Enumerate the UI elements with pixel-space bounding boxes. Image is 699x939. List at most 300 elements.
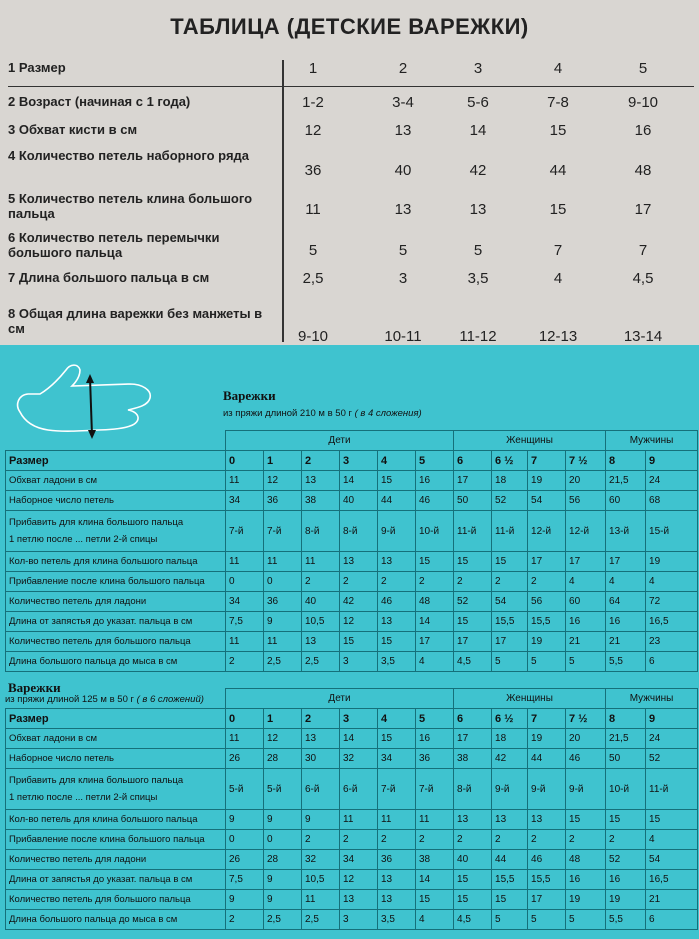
table2-size-cell: 9 bbox=[646, 709, 698, 729]
table-row bbox=[6, 769, 698, 810]
table-cell: 26 bbox=[226, 749, 264, 769]
table1-row-label bbox=[6, 471, 226, 491]
top-table-cell: 3 bbox=[398, 270, 408, 287]
table1 bbox=[5, 430, 698, 672]
top-table-row-label: 4 Количество петель наборного ряда bbox=[8, 148, 250, 163]
top-table-cell: 13-14 bbox=[623, 328, 663, 345]
table-cell: 11-й bbox=[646, 769, 698, 810]
table1-size-cell: 7 bbox=[528, 451, 566, 471]
table-cell: 11 bbox=[302, 552, 340, 572]
table-cell: 64 bbox=[606, 592, 646, 612]
table-cell: 13 bbox=[340, 890, 378, 910]
table-row bbox=[6, 471, 698, 491]
top-table-row-label: 8 Общая длина варежки без манжеты в см bbox=[8, 306, 263, 336]
table2-subtitle-text: из пряжи длиной 125 м в 50 г bbox=[5, 694, 134, 705]
top-table-cell: 42 bbox=[469, 162, 487, 179]
table-cell: 2 bbox=[378, 572, 416, 592]
table-cell: 48 bbox=[566, 850, 606, 870]
table-cell: 19 bbox=[566, 890, 606, 910]
table-cell: 40 bbox=[340, 491, 378, 511]
table-cell: 15 bbox=[378, 632, 416, 652]
table-cell: 38 bbox=[302, 491, 340, 511]
table-cell: 46 bbox=[416, 491, 454, 511]
table-cell: 21,5 bbox=[606, 729, 646, 749]
table-cell: 18 bbox=[492, 729, 528, 749]
table-cell: 56 bbox=[528, 592, 566, 612]
table-cell: 54 bbox=[528, 491, 566, 511]
table1-group-blank bbox=[6, 431, 226, 451]
table1-size-cell: 3 bbox=[340, 451, 378, 471]
table-row bbox=[6, 511, 698, 552]
table-cell: 2 bbox=[528, 572, 566, 592]
table2 bbox=[5, 688, 698, 930]
table-cell: 5 bbox=[566, 910, 606, 930]
table-row bbox=[6, 810, 698, 830]
table-cell: 2,5 bbox=[302, 910, 340, 930]
table2-row-label-text: Прибавление после клина большого пальца bbox=[9, 834, 205, 845]
table-cell: 11-й bbox=[492, 511, 528, 552]
table-cell: 17 bbox=[606, 552, 646, 572]
table-cell: 11 bbox=[378, 810, 416, 830]
table-row bbox=[6, 729, 698, 749]
table-cell: 5,5 bbox=[606, 910, 646, 930]
table-cell: 13 bbox=[378, 552, 416, 572]
table2-row-label bbox=[6, 870, 226, 890]
table-cell: 6-й bbox=[340, 769, 378, 810]
table-cell: 34 bbox=[226, 491, 264, 511]
table2-row-label-text: Длина от запястья до указат. пальца в см bbox=[9, 874, 193, 885]
table-cell: 9 bbox=[264, 810, 302, 830]
table2-group-row bbox=[6, 689, 698, 709]
table-cell: 36 bbox=[416, 749, 454, 769]
table-cell: 17 bbox=[528, 552, 566, 572]
table1-size-cell: 1 bbox=[264, 451, 302, 471]
table2-row-label-text: Количество петель для большого пальца bbox=[9, 894, 191, 905]
table1-row-label-text: Количество петель для большого пальца bbox=[9, 636, 191, 647]
table-cell: 9 bbox=[264, 890, 302, 910]
table-cell: 52 bbox=[606, 850, 646, 870]
table-cell: 11 bbox=[264, 632, 302, 652]
table-cell: 17 bbox=[566, 552, 606, 572]
table1-row-label bbox=[6, 632, 226, 652]
table-cell: 3 bbox=[340, 910, 378, 930]
table-cell: 19 bbox=[528, 471, 566, 491]
table-cell: 11 bbox=[302, 890, 340, 910]
table-cell: 11 bbox=[226, 632, 264, 652]
table-cell: 14 bbox=[416, 612, 454, 632]
table1-size-cell: 6 bbox=[454, 451, 492, 471]
top-table-cell: 2,5 bbox=[302, 270, 324, 287]
table1-row-label-text: Прибавить для клина большого пальца bbox=[9, 517, 184, 528]
table-cell: 15,5 bbox=[528, 612, 566, 632]
table-cell: 9-й bbox=[378, 511, 416, 552]
table-cell: 21 bbox=[646, 890, 698, 910]
table-cell: 11 bbox=[264, 552, 302, 572]
table-cell: 3,5 bbox=[378, 910, 416, 930]
table-cell: 15 bbox=[378, 729, 416, 749]
table-cell: 15 bbox=[454, 870, 492, 890]
table-cell: 60 bbox=[566, 592, 606, 612]
table-cell: 2,5 bbox=[302, 652, 340, 672]
table-cell: 16,5 bbox=[646, 612, 698, 632]
table1-row-label bbox=[6, 572, 226, 592]
table-cell: 17 bbox=[454, 729, 492, 749]
top-table-cell: 1 bbox=[308, 60, 318, 77]
top-table-cell: 11 bbox=[305, 201, 321, 218]
table-cell: 60 bbox=[606, 491, 646, 511]
top-table-row-label: 1 Размер bbox=[8, 60, 66, 75]
table1-row-label-text: Обхват ладони в см bbox=[9, 475, 98, 486]
table1-size-cell: 5 bbox=[416, 451, 454, 471]
table1-row-label bbox=[6, 592, 226, 612]
top-table-row-label: 3 Обхват кисти в см bbox=[8, 122, 138, 137]
top-table-cell: 4 bbox=[553, 270, 563, 287]
table-cell: 28 bbox=[264, 749, 302, 769]
table-cell: 15 bbox=[492, 890, 528, 910]
table1-row-label-text: Длина от запястья до указат. пальца в см bbox=[9, 616, 193, 627]
table-row bbox=[6, 572, 698, 592]
table-cell: 19 bbox=[528, 632, 566, 652]
table-cell: 48 bbox=[416, 592, 454, 612]
table-cell: 12-й bbox=[566, 511, 606, 552]
table2-size-cell: 2 bbox=[302, 709, 340, 729]
table-cell: 52 bbox=[454, 592, 492, 612]
top-table-cell: 15 bbox=[549, 122, 567, 139]
table-cell: 2 bbox=[566, 830, 606, 850]
table-cell: 6 bbox=[646, 910, 698, 930]
table-cell: 10-й bbox=[606, 769, 646, 810]
table-cell: 16 bbox=[416, 471, 454, 491]
table-cell: 54 bbox=[646, 850, 698, 870]
table-cell: 40 bbox=[302, 592, 340, 612]
table-cell: 50 bbox=[454, 491, 492, 511]
table-cell: 8-й bbox=[340, 511, 378, 552]
table-cell: 44 bbox=[528, 749, 566, 769]
table-cell: 5 bbox=[528, 652, 566, 672]
table2-group-0: Дети bbox=[226, 689, 454, 709]
table-cell: 15 bbox=[492, 552, 528, 572]
table-row bbox=[6, 652, 698, 672]
table2-row-label bbox=[6, 749, 226, 769]
table-cell: 13 bbox=[340, 552, 378, 572]
table-cell: 34 bbox=[340, 850, 378, 870]
table-cell: 12 bbox=[340, 612, 378, 632]
table2-size-cell: 4 bbox=[378, 709, 416, 729]
table-cell: 15 bbox=[416, 890, 454, 910]
top-table-cell: 7 bbox=[553, 242, 563, 259]
table-cell: 15-й bbox=[646, 511, 698, 552]
table-cell: 21 bbox=[606, 632, 646, 652]
table1-group-2: Мужчины bbox=[606, 431, 698, 451]
table-cell: 52 bbox=[646, 749, 698, 769]
table-cell: 13 bbox=[528, 810, 566, 830]
table2-row-label-text: Обхват ладони в см bbox=[9, 733, 98, 744]
table-cell: 20 bbox=[566, 729, 606, 749]
table1-row-label-text: Прибавление после клина большого пальца bbox=[9, 576, 205, 587]
table1-subtitle-note: ( в 4 сложения) bbox=[354, 408, 422, 419]
top-table-cell: 5 bbox=[308, 242, 318, 259]
top-table-cell: 36 bbox=[304, 162, 322, 179]
table2-size-row bbox=[6, 709, 698, 729]
table-cell: 15,5 bbox=[528, 870, 566, 890]
table-row bbox=[6, 612, 698, 632]
table-cell: 15,5 bbox=[492, 612, 528, 632]
table-cell: 11 bbox=[226, 552, 264, 572]
table-cell: 24 bbox=[646, 471, 698, 491]
table-cell: 21,5 bbox=[606, 471, 646, 491]
table-cell: 8-й bbox=[454, 769, 492, 810]
table2-subtitle-note: ( в 6 сложений) bbox=[136, 694, 204, 705]
table-cell: 7-й bbox=[226, 511, 264, 552]
table-cell: 4,5 bbox=[454, 652, 492, 672]
table1-group-row bbox=[6, 431, 698, 451]
table-cell: 15 bbox=[606, 810, 646, 830]
table2-row-label-text: Прибавить для клина большого пальца bbox=[9, 775, 184, 786]
table-cell: 2,5 bbox=[264, 910, 302, 930]
table-row bbox=[6, 890, 698, 910]
top-table-cell: 14 bbox=[469, 122, 487, 139]
table-cell: 2 bbox=[416, 572, 454, 592]
table-cell: 44 bbox=[492, 850, 528, 870]
table-cell: 14 bbox=[416, 870, 454, 890]
top-table-cell: 12-13 bbox=[538, 328, 578, 345]
table-cell: 68 bbox=[646, 491, 698, 511]
table2-row-label bbox=[6, 769, 226, 810]
table-cell: 11 bbox=[340, 810, 378, 830]
table-row bbox=[6, 592, 698, 612]
top-table-cell: 40 bbox=[394, 162, 412, 179]
table-cell: 2 bbox=[416, 830, 454, 850]
table1-row-label bbox=[6, 552, 226, 572]
table-cell: 19 bbox=[646, 552, 698, 572]
table-cell: 72 bbox=[646, 592, 698, 612]
table-cell: 2 bbox=[302, 572, 340, 592]
top-table-cell: 16 bbox=[634, 122, 652, 139]
table-cell: 5 bbox=[492, 652, 528, 672]
table1-size-row bbox=[6, 451, 698, 471]
table-cell: 2 bbox=[378, 830, 416, 850]
table-cell: 23 bbox=[646, 632, 698, 652]
table-cell: 16,5 bbox=[646, 870, 698, 890]
top-table-cell: 10-11 bbox=[384, 328, 422, 345]
table-cell: 52 bbox=[492, 491, 528, 511]
table-cell: 9-й bbox=[566, 769, 606, 810]
table-row bbox=[6, 870, 698, 890]
table-cell: 0 bbox=[226, 572, 264, 592]
top-table-row-label: 5 Количество петель клина большого пальца bbox=[8, 191, 253, 221]
table-cell: 3 bbox=[340, 652, 378, 672]
table1-size-cell: 4 bbox=[378, 451, 416, 471]
table1-row-label bbox=[6, 652, 226, 672]
top-table-cell: 13 bbox=[394, 122, 412, 139]
top-table-cell: 7 bbox=[638, 242, 648, 259]
table1-subtitle bbox=[223, 408, 422, 419]
table-cell: 9 bbox=[264, 612, 302, 632]
top-table-cell: 13 bbox=[469, 201, 487, 218]
table-cell: 2 bbox=[454, 830, 492, 850]
table-cell: 19 bbox=[606, 890, 646, 910]
table-cell: 17 bbox=[454, 632, 492, 652]
table2-group-2: Мужчины bbox=[606, 689, 698, 709]
table-cell: 4 bbox=[416, 652, 454, 672]
table-cell: 13 bbox=[302, 471, 340, 491]
table-cell: 0 bbox=[264, 830, 302, 850]
table-cell: 11 bbox=[416, 810, 454, 830]
table1-title: Варежки bbox=[223, 388, 276, 403]
table2-row-label bbox=[6, 830, 226, 850]
table2-group-blank bbox=[6, 689, 226, 709]
table2-row-label bbox=[6, 890, 226, 910]
table2-row-label-text: Кол-во петель для клина большого пальца bbox=[9, 814, 198, 825]
top-table-row-label: 7 Длина большого пальца в см bbox=[8, 270, 210, 285]
table-cell: 13 bbox=[378, 870, 416, 890]
table-cell: 15 bbox=[416, 552, 454, 572]
table-cell: 5 bbox=[566, 652, 606, 672]
table1-size-cell: 7 ½ bbox=[566, 451, 606, 471]
table-cell: 12 bbox=[264, 729, 302, 749]
table-cell: 17 bbox=[528, 890, 566, 910]
table-cell: 17 bbox=[416, 632, 454, 652]
table1-row-label-text: Длина большого пальца до мыса в см bbox=[9, 656, 178, 667]
table-cell: 32 bbox=[302, 850, 340, 870]
table-row bbox=[6, 749, 698, 769]
table-cell: 19 bbox=[528, 729, 566, 749]
top-table-cell: 11-12 bbox=[459, 328, 497, 345]
table-row bbox=[6, 830, 698, 850]
top-table-cell: 3 bbox=[473, 60, 483, 77]
table-cell: 12-й bbox=[528, 511, 566, 552]
table-cell: 2 bbox=[226, 910, 264, 930]
table-cell: 15 bbox=[340, 632, 378, 652]
table-cell: 13 bbox=[378, 890, 416, 910]
table-cell: 2 bbox=[302, 830, 340, 850]
table2-row-label bbox=[6, 850, 226, 870]
table-row bbox=[6, 491, 698, 511]
table-cell: 2 bbox=[340, 572, 378, 592]
table-cell: 15 bbox=[566, 810, 606, 830]
table-cell: 10,5 bbox=[302, 612, 340, 632]
table2-size-label: Размер bbox=[6, 709, 226, 729]
table-cell: 44 bbox=[378, 491, 416, 511]
table-cell: 7-й bbox=[378, 769, 416, 810]
table2-size-cell: 6 bbox=[454, 709, 492, 729]
table-cell: 5-й bbox=[264, 769, 302, 810]
table-cell: 15 bbox=[378, 471, 416, 491]
table-cell: 13 bbox=[378, 612, 416, 632]
table-cell: 0 bbox=[226, 830, 264, 850]
table2-size-cell: 8 bbox=[606, 709, 646, 729]
table-cell: 42 bbox=[492, 749, 528, 769]
table-row bbox=[6, 910, 698, 930]
top-table-cell: 13 bbox=[394, 201, 412, 218]
table-cell: 40 bbox=[454, 850, 492, 870]
table1-size-label: Размер bbox=[6, 451, 226, 471]
table-cell: 2 bbox=[606, 830, 646, 850]
top-table-cell: 15 bbox=[549, 201, 567, 218]
table-cell: 5 bbox=[528, 910, 566, 930]
table-cell: 46 bbox=[378, 592, 416, 612]
table-cell: 7,5 bbox=[226, 612, 264, 632]
table-cell: 2 bbox=[454, 572, 492, 592]
top-table-cell: 17 bbox=[634, 201, 652, 218]
top-table-cell: 9-10 bbox=[297, 328, 329, 345]
table-cell: 13 bbox=[302, 729, 340, 749]
table2-size-cell: 3 bbox=[340, 709, 378, 729]
top-table-cell: 5 bbox=[638, 60, 648, 77]
table1-row-label bbox=[6, 491, 226, 511]
table-cell: 13-й bbox=[606, 511, 646, 552]
top-table-title: ТАБЛИЦА (ДЕТСКИЕ ВАРЕЖКИ) bbox=[170, 14, 529, 39]
table1-row-label bbox=[6, 612, 226, 632]
table-cell: 42 bbox=[340, 592, 378, 612]
table-cell: 4 bbox=[646, 572, 698, 592]
table-cell: 16 bbox=[416, 729, 454, 749]
top-table-cell: 2 bbox=[398, 60, 408, 77]
table-cell: 9 bbox=[302, 810, 340, 830]
top-table-row-label: 2 Возраст (начиная с 1 года) bbox=[8, 94, 191, 109]
table-cell: 3,5 bbox=[378, 652, 416, 672]
table1-size-cell: 8 bbox=[606, 451, 646, 471]
table-cell: 15 bbox=[454, 612, 492, 632]
table2-row-label bbox=[6, 729, 226, 749]
table-cell: 36 bbox=[264, 491, 302, 511]
table-cell: 0 bbox=[264, 572, 302, 592]
table2-row-label-text-2: 1 петлю после ... петли 2-й спицы bbox=[9, 792, 158, 803]
table-cell: 14 bbox=[340, 471, 378, 491]
table2-size-cell: 1 bbox=[264, 709, 302, 729]
table-cell: 26 bbox=[226, 850, 264, 870]
table-cell: 34 bbox=[226, 592, 264, 612]
table-cell: 2 bbox=[340, 830, 378, 850]
table-cell: 7-й bbox=[264, 511, 302, 552]
table-cell: 5,5 bbox=[606, 652, 646, 672]
top-table-cell: 9-10 bbox=[627, 94, 659, 111]
table-cell: 30 bbox=[302, 749, 340, 769]
table1-group-1: Женщины bbox=[454, 431, 606, 451]
top-table-cell: 3,5 bbox=[467, 270, 489, 287]
table-cell: 18 bbox=[492, 471, 528, 491]
table-cell: 7,5 bbox=[226, 870, 264, 890]
table-cell: 13 bbox=[302, 632, 340, 652]
top-table-cell: 44 bbox=[549, 162, 567, 179]
top-table-cell: 48 bbox=[634, 162, 652, 179]
table-cell: 4 bbox=[646, 830, 698, 850]
table2-row-label bbox=[6, 810, 226, 830]
table-cell: 6-й bbox=[302, 769, 340, 810]
table-cell: 2 bbox=[528, 830, 566, 850]
table-cell: 4 bbox=[416, 910, 454, 930]
table-cell: 21 bbox=[566, 632, 606, 652]
table-cell: 2,5 bbox=[264, 652, 302, 672]
table1-row-label bbox=[6, 511, 226, 552]
table-cell: 13 bbox=[492, 810, 528, 830]
table-cell: 6 bbox=[646, 652, 698, 672]
top-table-panel bbox=[0, 0, 699, 345]
table-cell: 9-й bbox=[492, 769, 528, 810]
table2-row-label bbox=[6, 910, 226, 930]
table-cell: 38 bbox=[454, 749, 492, 769]
table-cell: 11-й bbox=[454, 511, 492, 552]
table-cell: 12 bbox=[340, 870, 378, 890]
table-cell: 34 bbox=[378, 749, 416, 769]
table-cell: 5-й bbox=[226, 769, 264, 810]
table-cell: 2 bbox=[492, 830, 528, 850]
table-cell: 50 bbox=[606, 749, 646, 769]
table-cell: 7-й bbox=[416, 769, 454, 810]
top-table-cell: 4,5 bbox=[632, 270, 654, 287]
table-cell: 15 bbox=[646, 810, 698, 830]
table2-size-cell: 6 ½ bbox=[492, 709, 528, 729]
